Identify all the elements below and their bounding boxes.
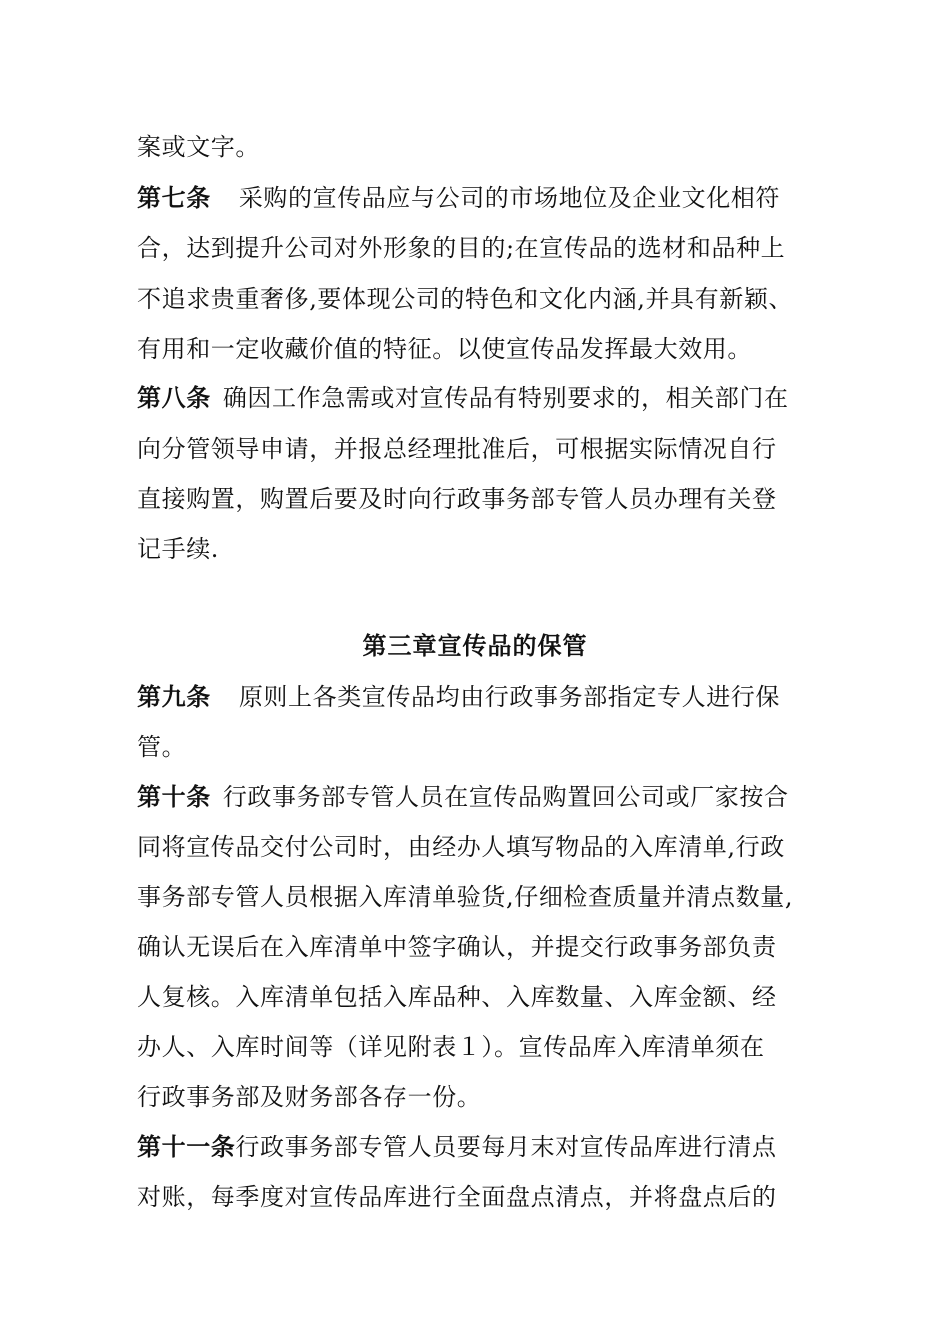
article-10-label: 第十条 xyxy=(137,782,211,811)
text-line xyxy=(137,435,827,463)
article-7-label: 第七条 xyxy=(137,183,211,212)
article-10-line xyxy=(137,783,827,811)
text-line xyxy=(137,285,827,313)
text-line xyxy=(137,883,827,911)
line-text: 确认无误后在入库清单中签字确认，并提交行政事务部负责 xyxy=(137,933,777,961)
text-line xyxy=(137,1033,827,1061)
line-text: 有用和一定收藏价值的特征。以使宣传品发挥最大效用。 xyxy=(137,335,752,363)
text-line xyxy=(137,1183,827,1211)
text-line xyxy=(137,733,827,761)
line-text: 原则上各类宣传品均由行政事务部指定专人进行保 xyxy=(238,683,781,711)
text-line xyxy=(137,833,827,861)
line-text: 直接购置，购置后要及时向行政事务部专管人员办理有关登 xyxy=(137,485,777,513)
text-line xyxy=(137,335,827,363)
line-text: 行政事务部专管人员要每月末对宣传品库进行清点 xyxy=(235,1133,777,1161)
article-11-line xyxy=(137,1133,827,1161)
chapter-heading: 第三章宣传品的保管 xyxy=(362,631,588,660)
text-line xyxy=(137,933,827,961)
article-9-label: 第九条 xyxy=(137,682,211,711)
line-text: 行政事务部及财务部各存一份。 xyxy=(137,1083,482,1111)
text-line xyxy=(137,234,827,262)
line-text: 行政事务部专管人员在宣传品购置回公司或厂家按合 xyxy=(222,783,789,811)
line-text: 办人、入库时间等（详见附表１）。宣传品库入库清单须在 xyxy=(137,1033,765,1061)
line-text: 向分管领导申请，并报总经理批准后，可根据实际情况自行 xyxy=(137,435,777,463)
text-line xyxy=(137,983,827,1011)
text-line xyxy=(137,133,827,161)
line-text: 记手续. xyxy=(137,535,220,563)
line-text: 事务部专管人员根据入库清单验货,仔细检查质量并清点数量, xyxy=(137,883,794,911)
text-line xyxy=(137,535,827,563)
article-8-line xyxy=(137,384,827,412)
line-text: 同将宣传品交付公司时，由经办人填写物品的入库清单,行政 xyxy=(137,833,785,861)
line-text: 人复核。入库清单包括入库品种、入库数量、入库金额、经 xyxy=(137,983,777,1011)
article-8-label: 第八条 xyxy=(137,383,211,412)
article-11-label: 第十一条 xyxy=(137,1132,236,1161)
line-text: 合，达到提升公司对外形象的目的;在宣传品的选材和品种上 xyxy=(137,234,786,262)
text-line xyxy=(137,485,827,513)
line-text: 管。 xyxy=(137,733,187,761)
text-line xyxy=(137,1083,827,1111)
line-text: 对账，每季度对宣传品库进行全面盘点清点，并将盘点后的 xyxy=(137,1183,777,1211)
line-text: 采购的宣传品应与公司的市场地位及企业文化相符 xyxy=(238,184,781,212)
line-text: 确因工作急需或对宣传品有特别要求的，相关部门在 xyxy=(222,384,789,412)
article-9-line xyxy=(137,683,827,711)
article-7-line xyxy=(137,184,827,212)
line-text: 案或文字。 xyxy=(137,133,260,161)
line-text: 不追求贵重奢侈,要体现公司的特色和文化内涵,并具有新颖、 xyxy=(137,285,794,313)
